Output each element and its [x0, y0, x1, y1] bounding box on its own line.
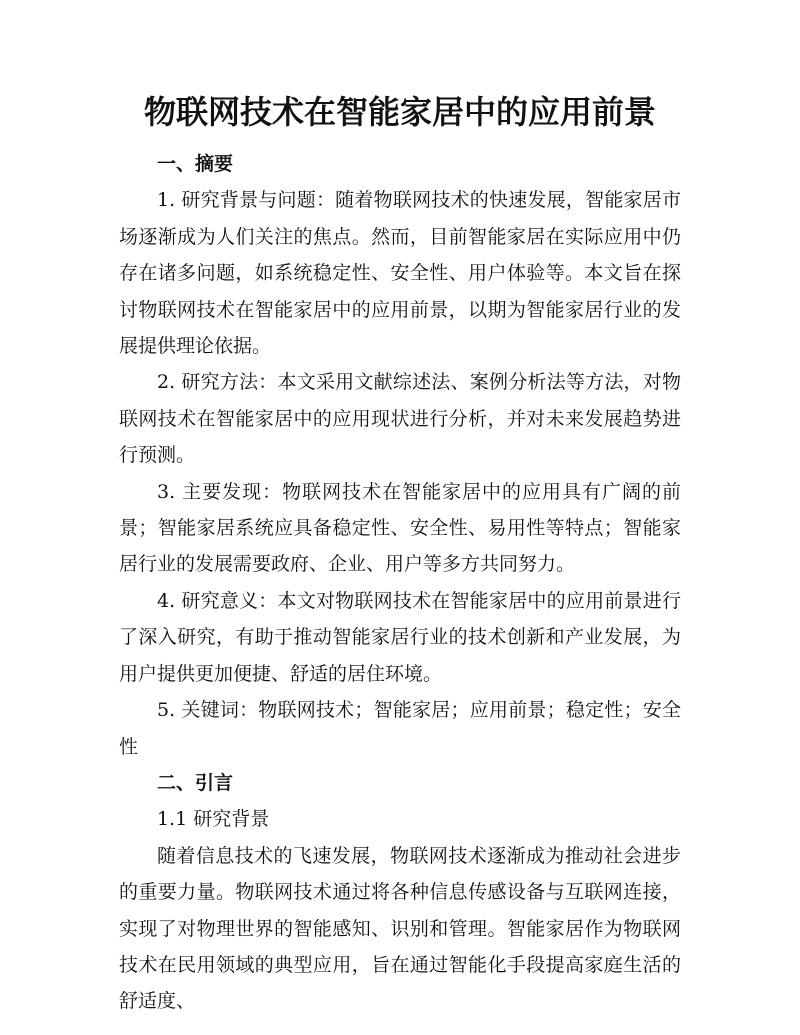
abstract-item-method: 2. 研究方法：本文采用文献综述法、案例分析法等方法，对物联网技术在智能家居中的应用现状进行分析，并对未来发展趋势进行预测。 — [119, 371, 681, 467]
abstract-item-significance: 4. 研究意义：本文对物联网技术在智能家居中的应用前景进行了深入研究，有助于推动智能家居行业的技术创新和产业发展，为用户提供更加便捷、舒适的居住环境。 — [119, 589, 681, 685]
abstract-item-background: 1. 研究背景与问题：随着物联网技术的快速发展，智能家居市场逐渐成为人们关注的焦点。然而，目前智能家居在实际应用中仍存在诸多问题，如系统稳定性、安全性、用户体验等。本文旨在探讨物联网技术在智能家居中的应用前景，以期为智能家居行业的发展提供理论依据。 — [119, 189, 681, 358]
subsection-heading-background: 1.1 研究背景 — [157, 808, 270, 831]
section-heading-abstract: 一、摘要 — [157, 153, 234, 175]
document-title: 物联网技术在智能家居中的应用前景 — [143, 93, 656, 131]
abstract-item-findings: 3. 主要发现：物联网技术在智能家居中的应用具有广阔的前景；智能家居系统应具备稳定性、安全性、易用性等特点；智能家居行业的发展需要政府、企业、用户等多方共同努力。 — [119, 480, 681, 576]
section-heading-intro: 二、引言 — [157, 771, 234, 794]
intro-paragraph: 随着信息技术的飞速发展，物联网技术逐渐成为推动社会进步的重要力量。物联网技术通过将各种信息传感设备与互联网连接，实现了对物理世界的智能感知、识别和管理。智能家居作为物联网技术在民用领域的典型应用，旨在通过智能化手段提高家庭生活的舒适度、 — [119, 844, 681, 1013]
abstract-item-keywords: 5. 关键词：物联网技术；智能家居；应用前景；稳定性；安全性 — [119, 699, 681, 758]
document-body — [119, 146, 681, 1020]
